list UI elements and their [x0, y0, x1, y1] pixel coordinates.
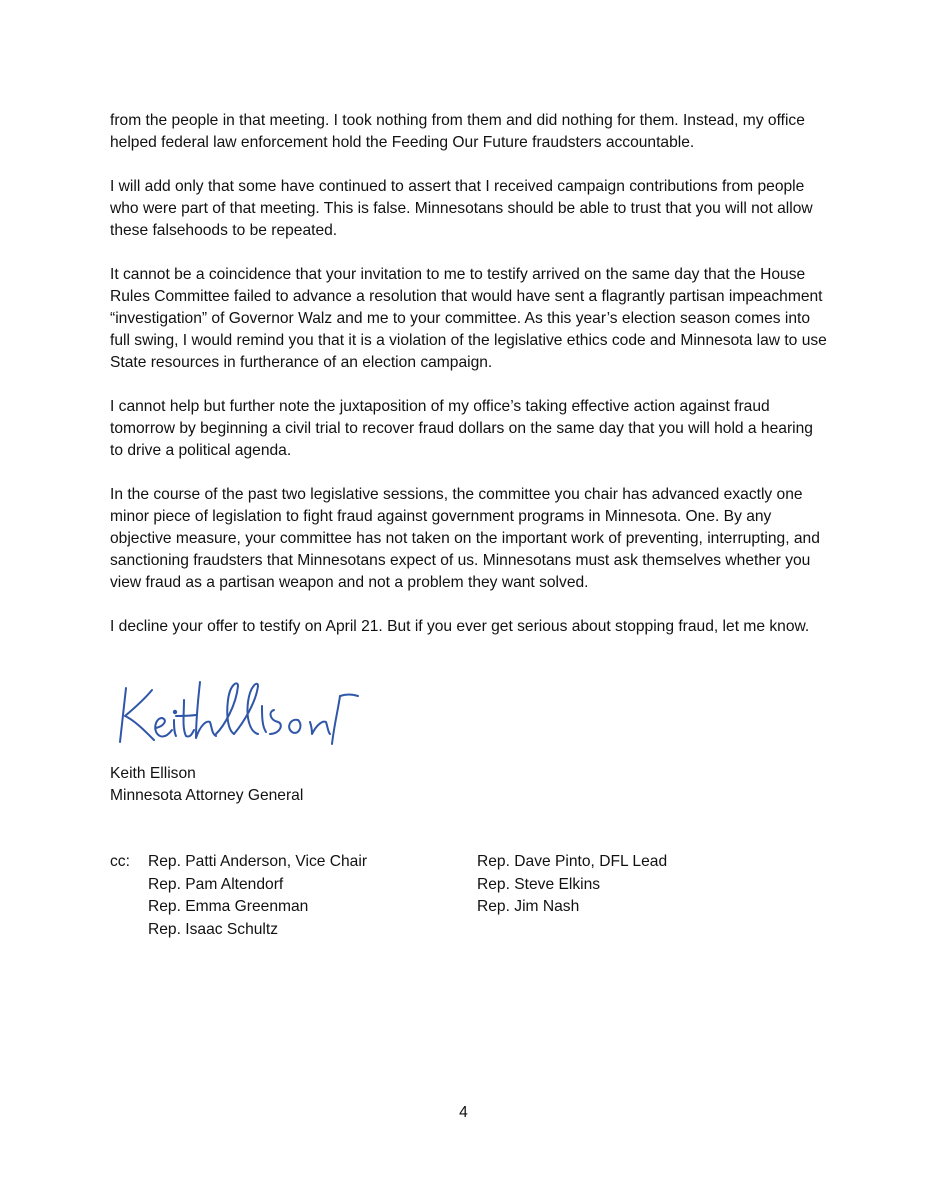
letter-body: [110, 110, 830, 660]
cc-recipient: Rep. Dave Pinto, DFL Lead: [477, 853, 668, 870]
paragraph-6: I decline your offer to testify on April 21. But if you ever get serious about stopping fraud, let me know.: [110, 618, 810, 635]
paragraph-5: In the course of the past two legislative sessions, the committee you chair has advanced exactly one minor piece of legislation to fight fraud against government programs in Minnesota. One. By any objective measure, your committee has not taken on the important work of preventing, interrupting, and sanctioning fraudsters that Minnesotans expect of us. Minnesotans must ask themselves whether you view fraud as a partisan weapon and not a problem they want solved.: [110, 486, 820, 591]
cc-recipient: Rep. Emma Greenman: [148, 898, 309, 915]
cc-recipient: Rep. Isaac Schultz: [148, 920, 279, 938]
signer-block: [110, 763, 303, 807]
handwritten-signature: [112, 676, 362, 748]
cc-column-left: [148, 851, 367, 941]
cc-recipient: Rep. Jim Nash: [477, 898, 580, 915]
signer-title: Minnesota Attorney General: [110, 787, 304, 804]
cc-recipient: Rep. Patti Anderson, Vice Chair: [148, 853, 368, 870]
paragraph-4: I cannot help but further note the juxtaposition of my office’s taking effective action against fraud tomorrow by beginning a civil trial to recover fraud dollars on the same day that you will hold a hearing to drive a political agenda.: [110, 398, 813, 459]
cc-label: cc:: [110, 853, 130, 870]
cc-recipient: Rep. Pam Altendorf: [148, 875, 284, 893]
paragraph-1: from the people in that meeting. I took nothing from them and did nothing for them. Instead, my office helped federal law enforcement hold the Feeding Our Future fraudsters accountable.: [110, 112, 805, 151]
paragraph-2: I will add only that some have continued to assert that I received campaign contributions from people who were part of that meeting. This is false. Minnesotans should be able to trust that you will not allow these falsehoods to be repeated.: [110, 178, 813, 239]
page-number: 4: [459, 1104, 468, 1121]
paragraph-3: It cannot be a coincidence that your invitation to me to testify arrived on the same day that the House Rules Committee failed to advance a resolution that would have sent a flagrantly partisan impeachment “investigation” of Governor Walz and me to your committee. As this year’s election season comes into full swing, I would remind you that it is a violation of the legislative ethics code and Minnesota law to use State resources in furtherance of an election campaign.: [110, 266, 827, 371]
signer-name: Keith Ellison: [110, 765, 196, 782]
cc-column-right: [477, 851, 667, 919]
cc-recipient: Rep. Steve Elkins: [477, 875, 601, 893]
